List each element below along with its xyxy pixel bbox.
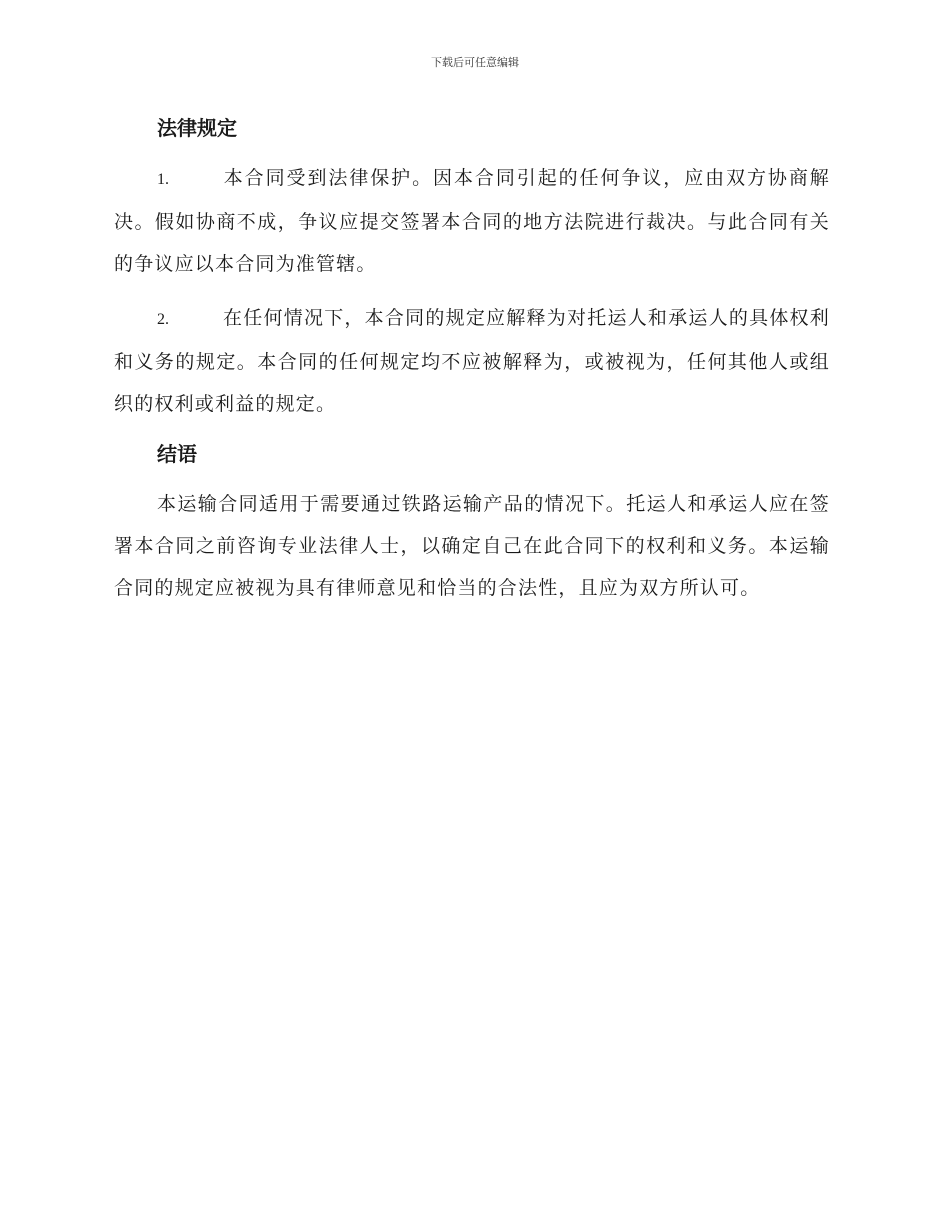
clause-text: 在任何情况下，本合同的规定应解释为对托运人和承运人的具体权利和义务的规定。本合同的任何规定均不应被解释为，或被视为，任何其他人或组织的权利或利益的规定。 [114, 307, 830, 415]
clause-text: 本合同受到法律保护。因本合同引起的任何争议，应由双方协商解决。假如协商不成，争议应提交签署本合同的地方法院进行裁决。与此合同有关的争议应以本合同为准管辖。 [114, 167, 830, 275]
legal-clause-1 [114, 157, 830, 285]
section-heading-legal: 法律规定 [157, 116, 237, 140]
section-heading-conclusion: 结语 [157, 442, 197, 466]
clause-number: 1. [157, 171, 169, 188]
document-body [114, 111, 830, 621]
conclusion-paragraph: 本运输合同适用于需要通过铁路运输产品的情况下。托运人和承运人应在签署本合同之前咨询专业法律人士，以确定自己在此合同下的权利和义务。本运输合同的规定应被视为具有律师意见和恰当的合法性，且应为双方所认可。 [114, 493, 830, 599]
clause-number: 2. [157, 311, 169, 328]
page-header: 下载后可任意编辑 [431, 56, 519, 69]
legal-clause-2 [114, 297, 830, 425]
